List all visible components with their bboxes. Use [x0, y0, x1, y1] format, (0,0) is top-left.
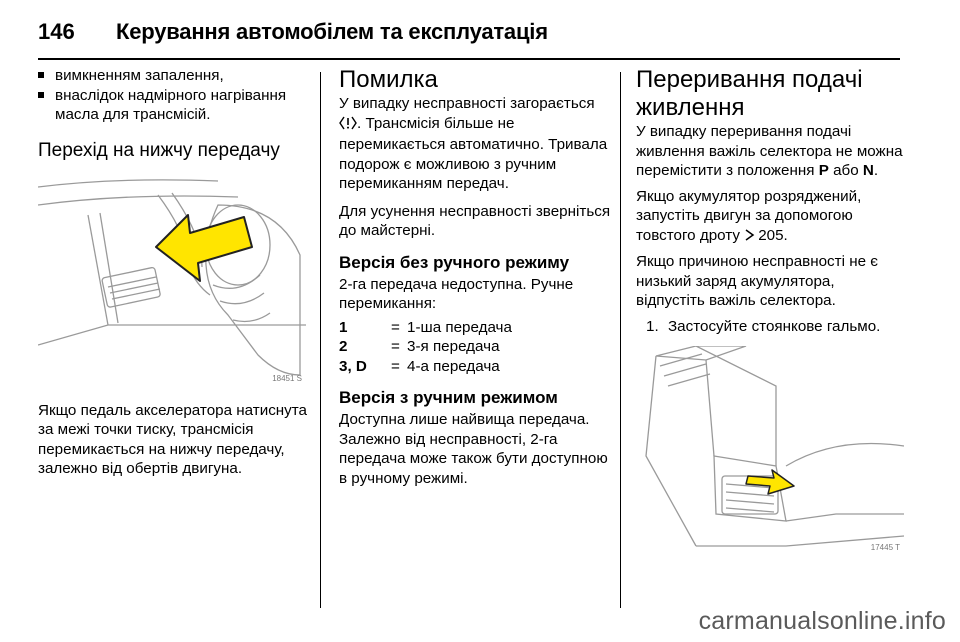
page-title: Керування автомобілем та експлуатація [116, 19, 548, 44]
console-illustration [636, 346, 904, 554]
kickdown-paragraph: Якщо педаль акселератора натиснута за межі точки тиску, трансмісія перемикається на нижчу передачу, залежно від обертів двигуна. [38, 401, 307, 477]
battery-paragraph: Якщо акумулятор розряджений, запустіть двигун за допомогою товстого дроту 205. [636, 187, 906, 247]
page-reference-arrow-icon [744, 227, 755, 247]
table-row: 2 = 3-я передача [339, 338, 500, 355]
figure-code: 18451 S [272, 373, 302, 383]
pedal-illustration [38, 175, 306, 385]
header-rule [38, 58, 900, 60]
table-row: 1 = 1-ша передача [339, 318, 512, 336]
section-heading-power-interruption: Переривання подачі живлення [636, 66, 863, 121]
bullet-square-icon [38, 86, 55, 125]
section-heading-kickdown: Перехід на нижчу передачу [38, 139, 280, 161]
release-paragraph: Якщо причиною несправності не є низький заряд акумулятора, відпустіть важіль селектора. [636, 253, 878, 309]
power-paragraph: У випадку переривання подачі живлення важіль селектора не можна перемістити з положення P або N. [636, 123, 903, 179]
page-number: 146 [38, 19, 75, 44]
manual-paragraph: Доступна лише найвища передача. Залежно від несправності, 2-га передача може також бути доступною в ручному режимі. [339, 411, 608, 487]
bullet-item: внаслідок надмірного нагрівання масла для трансмісій. [38, 86, 308, 125]
column-middle [339, 66, 611, 488]
gear-table [339, 318, 611, 377]
column-right [636, 66, 906, 554]
fault-paragraph: У випадку несправності загорається . Трансмісія більше не перемикається автоматично. Тривала подорож є можливою з ручним перемиканням передач. [339, 95, 608, 192]
column-divider-2 [620, 72, 621, 608]
arrow-left-icon [156, 215, 252, 281]
bullet-square-icon [38, 66, 55, 86]
page-header [38, 14, 548, 50]
section-heading-no-manual: Версія без ручного режиму [339, 252, 570, 272]
column-divider-1 [320, 72, 321, 608]
workshop-paragraph: Для усунення несправності зверніться до майстерні. [339, 202, 611, 239]
list-item: 1. Застосуйте стоянкове гальмо. [646, 317, 881, 335]
bullet-item: вимкненням запалення, [38, 66, 308, 86]
accelerator-pedal-figure [38, 175, 306, 385]
no-manual-paragraph: 2-га передача недоступна. Ручне перемикання: [339, 275, 574, 312]
transmission-warning-icon [339, 116, 357, 136]
section-heading-fault: Помилка [339, 66, 438, 93]
watermark[interactable]: carmanualsonline.info [698, 607, 946, 635]
table-row: 3, D = 4-а передача [339, 357, 500, 375]
page-reference-link[interactable]: 205 [758, 226, 784, 244]
column-left [38, 66, 308, 479]
section-heading-manual: Версія з ручним режимом [339, 388, 558, 407]
figure-code: 17445 T [870, 543, 900, 552]
arrow-right-icon [746, 470, 794, 494]
selector-lever-figure [636, 346, 904, 554]
